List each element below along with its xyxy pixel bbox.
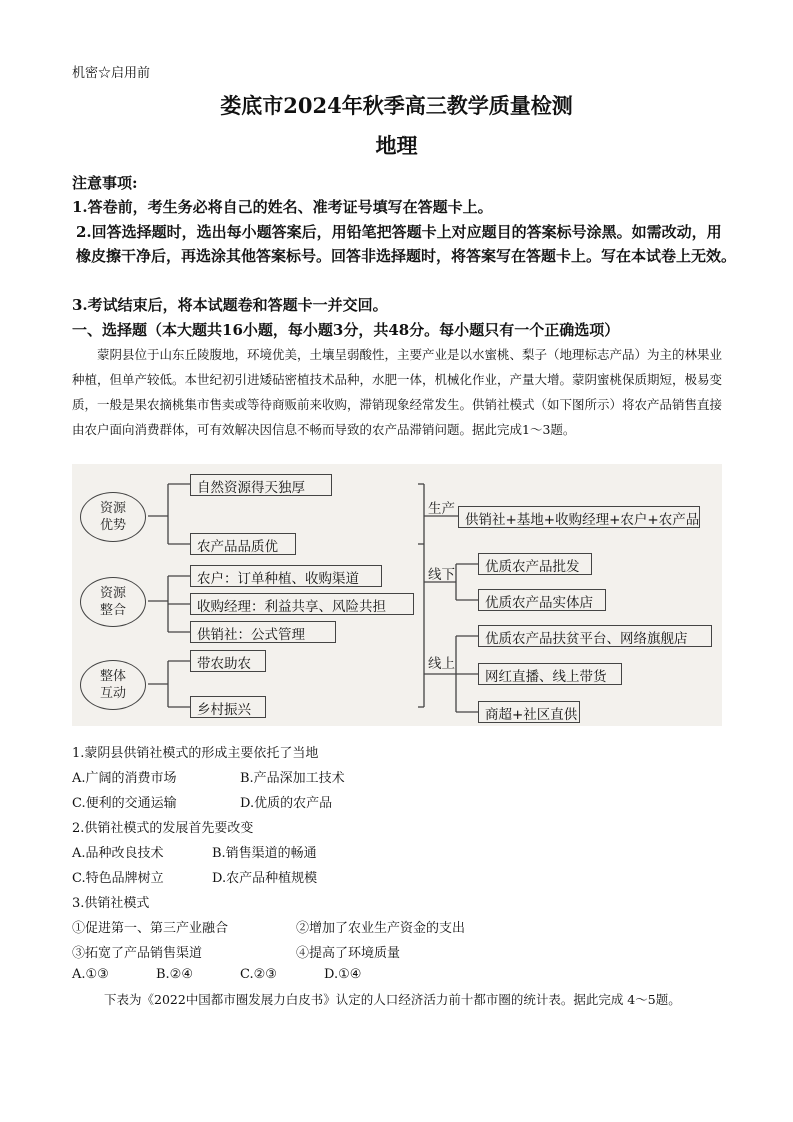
box-help-farmers: 带农助农 xyxy=(190,650,266,672)
question-2-stem: 2.供销社模式的发展首先要改变 xyxy=(72,821,254,836)
reading-passage: 蒙阴县位于山东丘陵腹地，环境优美，土壤呈弱酸性，主要产业是以水蜜桃、梨子（地理标志产品）为主的林果业种植，但单产较低。本世纪初引进矮砧密植技术品种，水肥一体，机械化作业，产量大增。蒙阴蜜桃保质期短，极易变质，一般是果农摘桃集市售卖或等待商贩前来收购，滞销现象经常发生。供销社模式（如下图所示）将农产品销售直接由农户面向消费群体，可有效解决因信息不畅而导致的农产品滞销问题。据此完成1～3题。 xyxy=(72,347,723,437)
question-3-option-d: D.①④ xyxy=(324,967,362,982)
question-2-option-a: A.品种改良技术 xyxy=(72,846,164,861)
confidential-mark: 机密☆启用前 xyxy=(72,66,151,81)
question-3-option-c: C.②③ xyxy=(240,967,277,982)
box-online-community: 商超+社区直供 xyxy=(478,701,580,723)
exam-title: 娄底市2024年秋季高三教学质量检测 xyxy=(220,93,573,118)
note-item: 2.回答选择题时，选出每小题答案后，用铅笔把答题卡上对应题目的答案标号涂黑。如需改动，用橡皮擦干净后，再选涂其他答案标号。回答非选择题时，将答案写在答题卡上。写在本试卷上无效。 xyxy=(76,223,737,265)
box-product-quality: 农产品品质优 xyxy=(190,533,296,555)
supply-marketing-diagram xyxy=(72,464,722,726)
label-production: 生产 xyxy=(428,501,455,517)
box-natural-resources: 自然资源得天独厚 xyxy=(190,474,332,496)
exam-subject: 地理 xyxy=(375,133,418,158)
question-1-stem: 1.蒙阴县供销社模式的形成主要依托了当地 xyxy=(72,746,319,761)
question-2-option-d: D.农产品种植规模 xyxy=(212,871,318,886)
note-item: 1.答卷前，考生务必将自己的姓名、准考证号填写在答题卡上。 xyxy=(72,198,493,216)
question-2-option-b: B.销售渠道的畅通 xyxy=(212,846,317,861)
note-item: 3.考试结束后，将本试题卷和答题卡一并交回。 xyxy=(72,296,388,314)
circle-resource-integration: 资源整合 xyxy=(80,577,146,627)
question-3-stem: 3.供销社模式 xyxy=(72,896,150,911)
box-chain: 供销社+基地+收购经理+农户+农产品 xyxy=(458,506,700,528)
question-3-statement: ①促进第一、第三产业融合 xyxy=(72,921,229,936)
label-online: 线上 xyxy=(428,656,455,672)
box-offline-wholesale: 优质农产品批发 xyxy=(478,553,592,575)
box-online-livestream: 网红直播、线上带货 xyxy=(478,663,622,685)
table-intro-text: 下表为《2022中国都市圈发展力白皮书》认定的人口经济活力前十都市圈的统计表。据此完成 4～5题。 xyxy=(104,992,681,1007)
question-2-option-c: C.特色品牌树立 xyxy=(72,871,164,886)
circle-overall-interaction: 整体互动 xyxy=(80,660,146,710)
question-1-option-a: A.广阔的消费市场 xyxy=(72,771,177,786)
question-3-statement: ②增加了农业生产资金的支出 xyxy=(296,921,466,936)
question-1-option-c: C.便利的交通运输 xyxy=(72,796,177,811)
question-1-option-b: B.产品深加工技术 xyxy=(240,771,345,786)
question-3-statement: ③拓宽了产品销售渠道 xyxy=(72,946,203,961)
section-title: 一、选择题（本大题共16小题，每小题3分，共48分。每小题只有一个正确选项） xyxy=(72,321,620,339)
question-1-option-d: D.优质的农产品 xyxy=(240,796,333,811)
question-3-option-b: B.②④ xyxy=(156,967,193,982)
box-farmers: 农户：订单种植、收购渠道 xyxy=(190,565,382,587)
circle-resource-advantage: 资源优势 xyxy=(80,492,146,542)
question-3-option-a: A.①③ xyxy=(72,967,109,982)
box-purchasing-manager: 收购经理：利益共享、风险共担 xyxy=(190,593,414,615)
box-online-platform: 优质农产品扶贫平台、网络旗舰店 xyxy=(478,625,712,647)
label-offline: 线下 xyxy=(428,567,455,583)
notes-heading: 注意事项: xyxy=(72,174,138,192)
box-offline-store: 优质农产品实体店 xyxy=(478,589,606,611)
question-3-statement: ④提高了环境质量 xyxy=(296,946,401,961)
box-supply-cooperative: 供销社：公式管理 xyxy=(190,621,336,643)
box-rural-revitalization: 乡村振兴 xyxy=(190,696,266,718)
